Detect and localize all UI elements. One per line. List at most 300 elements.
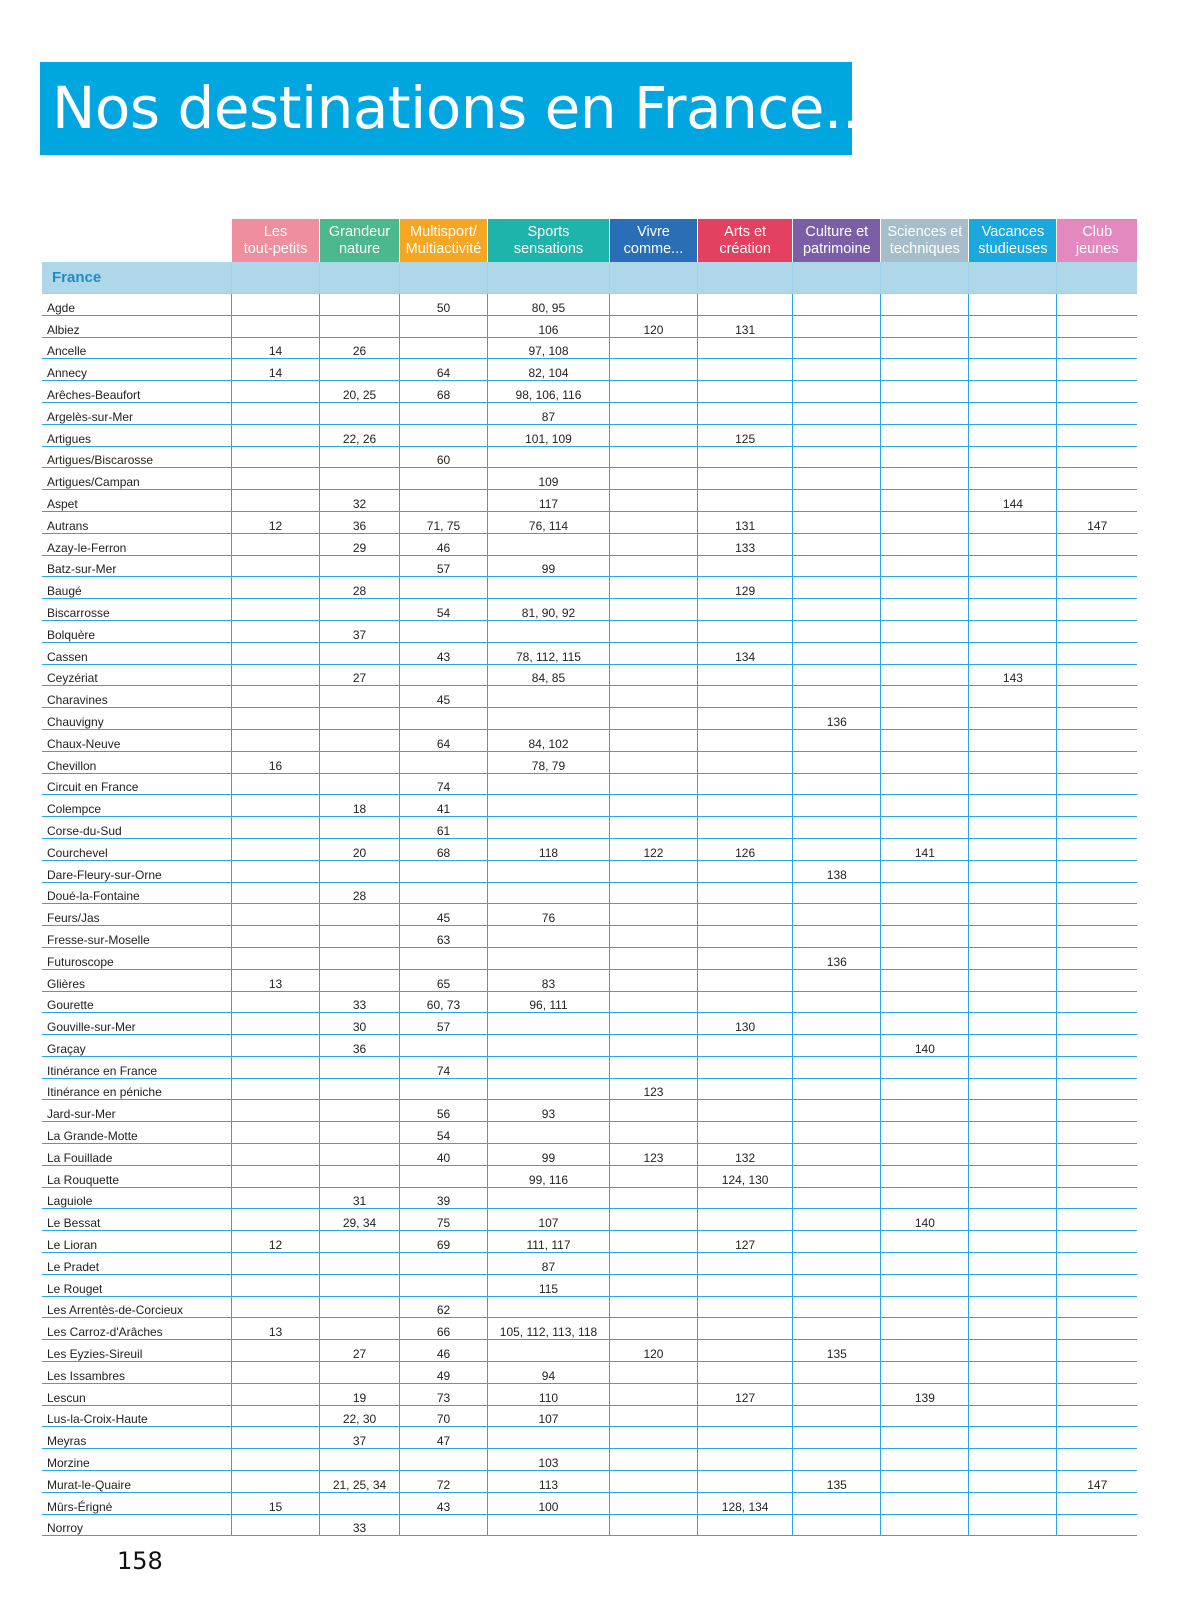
page-reference-cell: 107 [488,1209,610,1231]
page-reference-cell: 16 [231,751,319,773]
section-cell [969,262,1057,294]
page-reference-cell: 144 [969,490,1057,512]
page-reference-cell [793,1514,881,1536]
page-reference-cell [231,490,319,512]
page-reference-cell [969,1253,1057,1275]
page-reference-cell [881,1122,969,1144]
page-reference-cell [881,1187,969,1209]
page-reference-cell [320,402,400,424]
page-reference-cell [231,926,319,948]
page-reference-cell [1057,1362,1137,1384]
page-reference-cell [320,860,400,882]
page-reference-cell [969,577,1057,599]
page-reference-cell [609,1274,697,1296]
page-reference-cell [698,729,793,751]
page-reference-cell [881,555,969,577]
page-number: 158 [117,1547,163,1575]
page-reference-cell: 106 [488,315,610,337]
page-reference-cell [793,1405,881,1427]
page-reference-cell: 37 [320,1427,400,1449]
page-reference-cell: 36 [320,511,400,533]
page-reference-cell [881,1013,969,1035]
page-reference-cell: 128, 134 [698,1492,793,1514]
page-reference-cell [969,838,1057,860]
page-reference-cell [881,468,969,490]
page-reference-cell: 97, 108 [488,337,610,359]
page-reference-cell [231,1427,319,1449]
page-reference-cell [698,294,793,316]
page-reference-cell [793,555,881,577]
page-reference-cell [609,1253,697,1275]
page-reference-cell [399,402,487,424]
page-reference-cell [609,599,697,621]
page-reference-cell [969,926,1057,948]
page-reference-cell [969,1078,1057,1100]
destination-name: Corse-du-Sud [42,817,231,839]
page-reference-cell [320,1318,400,1340]
page-reference-cell [609,969,697,991]
page-reference-cell [399,424,487,446]
page-reference-cell [1057,1100,1137,1122]
page-reference-cell [698,1035,793,1057]
page-reference-cell [969,1318,1057,1340]
column-header-line2: sensations [513,240,584,257]
page-reference-cell [793,686,881,708]
page-reference-cell: 50 [399,294,487,316]
page-reference-cell [1057,1078,1137,1100]
page-reference-cell [488,1514,610,1536]
page-reference-cell: 64 [399,359,487,381]
page-reference-cell: 133 [698,533,793,555]
page-reference-cell [881,860,969,882]
page-reference-cell [881,708,969,730]
page-reference-cell [698,359,793,381]
page-reference-cell [609,773,697,795]
page-reference-cell [881,1405,969,1427]
table-row [42,1231,1137,1253]
column-header [488,219,610,262]
page-reference-cell [881,1253,969,1275]
page-reference-cell [609,1318,697,1340]
page-reference-cell [881,620,969,642]
page-reference-cell [1057,1427,1137,1449]
table-row [42,969,1137,991]
page-reference-cell [793,1449,881,1471]
destination-name: Ceyzériat [42,664,231,686]
page-reference-cell [1057,926,1137,948]
page-reference-cell [698,446,793,468]
page-reference-cell: 99, 116 [488,1165,610,1187]
page-reference-cell [609,533,697,555]
page-reference-cell [881,359,969,381]
table-row [42,1362,1137,1384]
page-reference-cell: 138 [793,860,881,882]
page-reference-cell [1057,838,1137,860]
destination-name: Argelès-sur-Mer [42,402,231,424]
page-reference-cell [1057,1013,1137,1035]
page-reference-cell [320,599,400,621]
page-reference-cell [1057,1449,1137,1471]
page-reference-cell [881,402,969,424]
page-reference-cell [609,1165,697,1187]
page-reference-cell: 27 [320,664,400,686]
page-reference-cell [609,1035,697,1057]
page-reference-cell [881,446,969,468]
table-row [42,991,1137,1013]
page-reference-cell [881,424,969,446]
page-reference-cell [231,860,319,882]
page-reference-cell [609,402,697,424]
page-reference-cell [698,860,793,882]
destinations-table [42,219,1137,1536]
page-reference-cell [1057,1274,1137,1296]
page-reference-cell [231,1514,319,1536]
page-reference-cell: 28 [320,577,400,599]
page-reference-cell [320,1231,400,1253]
page-reference-cell [969,1405,1057,1427]
destination-name: Itinérance en France [42,1056,231,1078]
page-reference-cell [969,555,1057,577]
page-reference-cell [793,1013,881,1035]
page-reference-cell [969,511,1057,533]
page-reference-cell [969,642,1057,664]
page-reference-cell [1057,490,1137,512]
page-reference-cell [609,490,697,512]
page-reference-cell [1057,1165,1137,1187]
page-reference-cell [881,1514,969,1536]
destination-name: Chevillon [42,751,231,773]
page-reference-cell [698,1187,793,1209]
page-reference-cell: 70 [399,1405,487,1427]
page-reference-cell: 130 [698,1013,793,1035]
page-reference-cell: 61 [399,817,487,839]
page-reference-cell [698,1427,793,1449]
page-reference-cell [881,294,969,316]
table-row [42,838,1137,860]
column-header-line1: Multisport/ [410,223,477,240]
destination-name: Artigues/Biscarosse [42,446,231,468]
page-reference-cell: 135 [793,1340,881,1362]
destination-name: Morzine [42,1449,231,1471]
page-reference-cell [609,947,697,969]
page-reference-cell [488,817,610,839]
destination-name: La Rouquette [42,1165,231,1187]
page-reference-cell [969,969,1057,991]
page-reference-cell: 111, 117 [488,1231,610,1253]
table-row [42,642,1137,664]
page-reference-cell [793,1165,881,1187]
page-reference-cell [609,1209,697,1231]
page-reference-cell [320,686,400,708]
page-reference-cell: 56 [399,1100,487,1122]
table-row [42,1253,1137,1275]
page-reference-cell [231,599,319,621]
page-reference-cell [969,315,1057,337]
page-reference-cell: 12 [231,511,319,533]
page-reference-cell [320,926,400,948]
page-reference-cell [1057,1340,1137,1362]
page-reference-cell [1057,468,1137,490]
page-reference-cell [698,795,793,817]
page-reference-cell: 103 [488,1449,610,1471]
page-reference-cell: 60 [399,446,487,468]
page-reference-cell [231,795,319,817]
column-header-line1: Sports [527,223,570,240]
page-reference-cell [231,773,319,795]
page-reference-cell: 29 [320,533,400,555]
page-reference-cell [320,1165,400,1187]
destination-name: Jard-sur-Mer [42,1100,231,1122]
page-reference-cell [488,947,610,969]
page-reference-cell: 46 [399,533,487,555]
column-header-line1: Culture et [805,223,869,240]
page-title: Nos destinations en France... [40,62,852,155]
page-reference-cell [969,294,1057,316]
page-reference-cell: 20, 25 [320,381,400,403]
table-row [42,1274,1137,1296]
table-row [42,1449,1137,1471]
page-reference-cell [231,729,319,751]
page-reference-cell [609,708,697,730]
page-reference-cell [609,359,697,381]
page-reference-cell: 87 [488,1253,610,1275]
page-reference-cell [1057,1383,1137,1405]
page-reference-cell: 76, 114 [488,511,610,533]
page-reference-cell [609,1231,697,1253]
destination-name: Laguiole [42,1187,231,1209]
page-reference-cell [698,1340,793,1362]
destination-name: Les Arrentès-de-Corcieux [42,1296,231,1318]
page-reference-cell: 115 [488,1274,610,1296]
table-row [42,555,1137,577]
page-reference-cell [609,555,697,577]
table-row [42,315,1137,337]
page-reference-cell [698,664,793,686]
page-reference-cell [969,359,1057,381]
table-row [42,620,1137,642]
page-reference-cell [231,1296,319,1318]
page-reference-cell [881,1231,969,1253]
page-reference-cell: 62 [399,1296,487,1318]
page-reference-cell [320,1492,400,1514]
page-reference-cell: 74 [399,1056,487,1078]
page-reference-cell [488,533,610,555]
page-reference-cell [488,1340,610,1362]
page-reference-cell [320,294,400,316]
page-reference-cell [969,708,1057,730]
table-row [42,1100,1137,1122]
page-reference-cell: 143 [969,664,1057,686]
page-reference-cell [969,686,1057,708]
destination-name: Ancelle [42,337,231,359]
page-reference-cell [793,424,881,446]
page-reference-cell [793,402,881,424]
page-reference-cell [969,1340,1057,1362]
page-reference-cell [231,1056,319,1078]
page-reference-cell: 30 [320,1013,400,1035]
page-reference-cell [320,1274,400,1296]
column-header-line1: Grandeur [328,223,391,240]
section-cell [1057,262,1137,294]
page-reference-cell: 147 [1057,1471,1137,1493]
column-header-line2: tout-petits [243,240,308,257]
column-header-line1: Vacances [981,223,1045,240]
page-reference-cell [698,337,793,359]
column-header-line2: Multiactivité [405,240,482,257]
page-reference-cell [793,359,881,381]
destination-name: Le Pradet [42,1253,231,1275]
page-reference-cell [231,1100,319,1122]
page-reference-cell [488,1427,610,1449]
page-reference-cell [320,1056,400,1078]
page-reference-cell: 76 [488,904,610,926]
page-reference-cell [881,533,969,555]
page-reference-cell [399,1035,487,1057]
page-reference-cell [399,337,487,359]
column-header-line2: création [719,240,771,257]
page-reference-cell [1057,991,1137,1013]
page-reference-cell [1057,969,1137,991]
table-row [42,882,1137,904]
page-reference-cell [231,1013,319,1035]
page-reference-cell [231,1165,319,1187]
table-row [42,1383,1137,1405]
page-reference-cell [609,1492,697,1514]
page-reference-cell [1057,1122,1137,1144]
page-reference-cell [881,511,969,533]
page-reference-cell [969,991,1057,1013]
page-reference-cell [881,1318,969,1340]
page-reference-cell [969,1165,1057,1187]
page-reference-cell: 54 [399,599,487,621]
page-reference-cell [609,381,697,403]
page-reference-cell [231,1383,319,1405]
page-reference-cell [969,402,1057,424]
page-reference-cell [488,882,610,904]
page-reference-cell: 74 [399,773,487,795]
page-reference-cell [609,1405,697,1427]
page-reference-cell: 18 [320,795,400,817]
page-reference-cell [881,1056,969,1078]
page-reference-cell [399,751,487,773]
page-reference-cell: 127 [698,1231,793,1253]
destination-name: Arêches-Beaufort [42,381,231,403]
page-reference-cell [881,1471,969,1493]
page-reference-cell [969,1383,1057,1405]
page-reference-cell [1057,294,1137,316]
page-reference-cell [1057,642,1137,664]
page-reference-cell: 14 [231,359,319,381]
page-reference-cell [793,1362,881,1384]
page-reference-cell [609,926,697,948]
page-reference-cell [1057,1144,1137,1166]
page-reference-cell [1057,1405,1137,1427]
page-reference-cell [793,577,881,599]
page-reference-cell [320,315,400,337]
page-reference-cell [1057,708,1137,730]
page-reference-cell [698,599,793,621]
page-reference-cell: 72 [399,1471,487,1493]
table-row [42,337,1137,359]
page-reference-cell [488,1035,610,1057]
page-reference-cell [488,795,610,817]
page-reference-cell [609,1427,697,1449]
page-reference-cell [793,294,881,316]
page-reference-cell [609,991,697,1013]
page-reference-cell [320,1144,400,1166]
table-row [42,1471,1137,1493]
destination-name: Le Rouget [42,1274,231,1296]
page-reference-cell [698,402,793,424]
page-reference-cell: 136 [793,708,881,730]
column-header-line2: techniques [889,240,960,257]
page-reference-cell: 80, 95 [488,294,610,316]
page-reference-cell: 33 [320,1514,400,1536]
page-reference-cell [969,1427,1057,1449]
column-header-line1: Vivre [637,223,670,240]
page-reference-cell [969,860,1057,882]
page-reference-cell [698,1405,793,1427]
destination-name: Glières [42,969,231,991]
table-row [42,359,1137,381]
page-reference-cell: 113 [488,1471,610,1493]
page-reference-cell [969,882,1057,904]
page-reference-cell: 69 [399,1231,487,1253]
page-reference-cell [881,947,969,969]
page-reference-cell: 109 [488,468,610,490]
page-reference-cell: 139 [881,1383,969,1405]
table-row [42,926,1137,948]
page-reference-cell: 12 [231,1231,319,1253]
page-reference-cell: 45 [399,904,487,926]
page-reference-cell [231,315,319,337]
page-reference-cell: 43 [399,642,487,664]
page-reference-cell [231,1449,319,1471]
page-reference-cell [609,446,697,468]
page-reference-cell [231,294,319,316]
page-reference-cell [1057,1296,1137,1318]
page-reference-cell [881,686,969,708]
page-reference-cell: 107 [488,1405,610,1427]
destination-name: Batz-sur-Mer [42,555,231,577]
table-row [42,577,1137,599]
destination-name: Biscarrosse [42,599,231,621]
page-reference-cell [793,751,881,773]
page-reference-cell [231,402,319,424]
page-reference-cell [793,1144,881,1166]
page-reference-cell [320,729,400,751]
page-reference-cell [881,795,969,817]
page-reference-cell [881,904,969,926]
page-reference-cell [609,729,697,751]
page-reference-cell [1057,424,1137,446]
page-reference-cell: 19 [320,1383,400,1405]
page-reference-cell: 131 [698,511,793,533]
page-reference-cell [231,1471,319,1493]
table-row [42,817,1137,839]
page-reference-cell [793,817,881,839]
page-reference-cell: 117 [488,490,610,512]
page-reference-cell: 20 [320,838,400,860]
page-reference-cell [399,315,487,337]
page-reference-cell [793,1492,881,1514]
page-reference-cell [488,686,610,708]
page-reference-cell [793,1100,881,1122]
table-row [42,1340,1137,1362]
page-reference-cell [1057,446,1137,468]
destination-name: Le Lioran [42,1231,231,1253]
section-label: France [42,262,231,294]
